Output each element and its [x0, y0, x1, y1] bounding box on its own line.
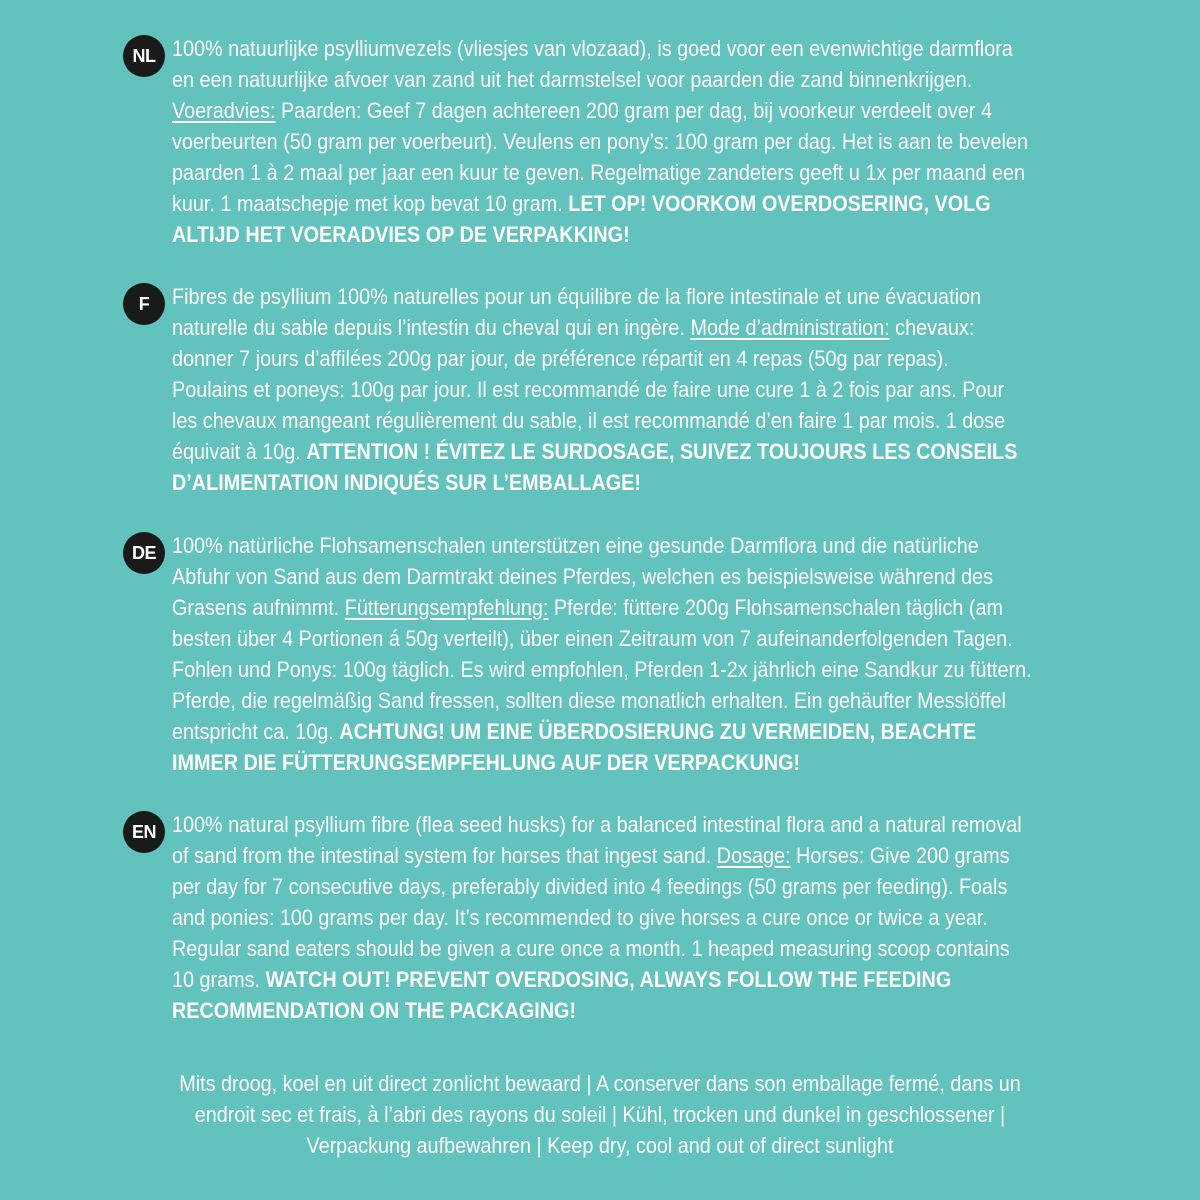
body-text: besten über 4 Portionen á 50g verteilt), über einen Zeitraum von 7 aufeinanderfolgenden Tagen.: [172, 626, 1013, 651]
section-text: [172, 809, 1092, 1026]
section-text: [172, 281, 1092, 498]
text-line: [172, 871, 1092, 902]
body-text: entspricht ca. 10g.: [172, 719, 340, 744]
text-line: [172, 64, 1092, 95]
text-line: [172, 405, 1092, 436]
body-text: en een natuurlijke afvoer van zand uit het darmstelsel voor paarden die zand binnenkrijgen.: [172, 67, 973, 92]
text-line: [172, 312, 1092, 343]
dosage-heading: Fütterungsempfehlung:: [344, 595, 549, 620]
text-line: [172, 436, 1092, 467]
body-text: Fohlen und Ponys: 100g täglich. Es wird empfohlen, Pferden 1-2x jährlich eine Sandkur zu füttern.: [172, 657, 1032, 682]
footer-line: endroit sec et frais, à l’abri des rayons du soleil | Kühl, trocken und dunkel in geschlossener |: [194, 1102, 1006, 1127]
text-line: [172, 685, 1092, 716]
body-text: équivait à 10g.: [172, 439, 307, 464]
language-code: EN: [131, 821, 156, 842]
footer-line: Verpackung aufbewahren | Keep dry, cool and out of direct sunlight: [306, 1133, 894, 1158]
text-line: [172, 188, 1092, 219]
warning-text: IMMER DIE FÜTTERUNGSEMPFEHLUNG AUF DER VERPACKUNG!: [172, 750, 801, 775]
body-text: per day for 7 consecutive days, preferably divided into 4 feedings (50 grams per feeding). Foals: [172, 874, 1008, 899]
text-line: [172, 654, 1092, 685]
body-text: 10 grams.: [172, 967, 266, 992]
body-text: donner 7 jours d’affilées 200g par jour, de préférence répartit en 4 repas (50g par repas).: [172, 346, 949, 371]
body-text: Poulains et poneys: 100g par jour. Il est recommandé de faire une cure 1 à 2 fois par ans. Pour: [172, 377, 1005, 402]
body-text: Fibres de psyllium 100% naturelles pour un équilibre de la flore intestinale et une évacuation: [172, 284, 981, 309]
language-code: F: [138, 293, 150, 314]
body-text: Regular sand eaters should be given a cure once a month. 1 heaped measuring scoop contains: [172, 936, 1010, 961]
language-badge-en: [123, 811, 165, 853]
dosage-heading: Mode d’administration:: [690, 315, 890, 340]
text-line: [172, 561, 1092, 592]
body-text: Abfuhr von Sand aus dem Darmtrakt deines Pferdes, welchen es beispielsweise während des: [172, 564, 994, 589]
text-line: [172, 95, 1092, 126]
text-line: [172, 157, 1092, 188]
section-text: [172, 530, 1092, 778]
body-text: les chevaux mangeant régulièrement du sable, il est recommandé d’en faire 1 par mois. 1 dose: [172, 408, 1006, 433]
text-line: [172, 747, 1092, 778]
language-code: DE: [131, 542, 156, 563]
text-line: [172, 467, 1092, 498]
warning-text: ATTENTION ! ÉVITEZ LE SURDOSAGE, SUIVEZ TOUJOURS LES CONSEILS: [306, 439, 1018, 464]
body-text: kuur. 1 maatschepje met kop bevat 10 gram.: [172, 191, 569, 216]
language-badge-fr: [123, 283, 165, 325]
text-line: [172, 809, 1092, 840]
text-line: [172, 902, 1092, 933]
text-line: [172, 592, 1092, 623]
warning-text: D’ALIMENTATION INDIQUÉS SUR L’EMBALLAGE!: [172, 470, 641, 495]
text-line: [172, 840, 1092, 871]
dosage-heading: Voeradvies:: [172, 98, 276, 123]
text-line: [172, 343, 1092, 374]
body-text: Paarden: Geef 7 dagen achtereen 200 gram per dag, bij voorkeur verdeelt over 4: [275, 98, 993, 123]
language-badge-nl: [123, 35, 165, 77]
warning-text: RECOMMENDATION ON THE PACKAGING!: [172, 998, 577, 1023]
language-code: NL: [132, 45, 156, 66]
warning-text: WATCH OUT! PREVENT OVERDOSING, ALWAYS FOLLOW THE FEEDING: [265, 967, 952, 992]
text-line: [172, 281, 1092, 312]
body-text: 100% natürliche Flohsamenschalen unterstützen eine gesunde Darmflora und die natürliche: [172, 533, 979, 558]
body-text: 100% natural psyllium fibre (flea seed husks) for a balanced intestinal flora and a natural removal: [172, 812, 1022, 837]
body-text: naturelle du sable depuis l’intestin du cheval qui en ingère.: [172, 315, 691, 340]
language-badge-de: [123, 532, 165, 574]
body-text: and ponies: 100 grams per day. It’s recommended to give horses a cure once or twice a year.: [172, 905, 988, 930]
warning-text: ALTIJD HET VOERADVIES OP DE VERPAKKING!: [172, 222, 630, 247]
warning-text: LET OP! VOORKOM OVERDOSERING, VOLG: [568, 191, 991, 216]
body-text: of sand from the intestinal system for horses that ingest sand.: [172, 843, 717, 868]
text-line: [172, 623, 1092, 654]
text-line: [172, 933, 1092, 964]
text-line: [172, 219, 1092, 250]
text-line: [172, 716, 1092, 747]
body-text: Horses: Give 200 grams: [790, 843, 1010, 868]
body-text: Pferde, die regelmäßig Sand fressen, sollten diese monatlich erhalten. Ein gehäufter Messlöffel: [172, 688, 1006, 713]
warning-text: ACHTUNG! UM EINE ÜBERDOSIERUNG ZU VERMEIDEN, BEACHTE: [339, 719, 977, 744]
body-text: Pferde: füttere 200g Flohsamenschalen täglich (am: [548, 595, 1003, 620]
text-line: [172, 995, 1092, 1026]
body-text: paarden 1 à 2 maal per jaar een kuur te geven. Regelmatige zandeters geeft u 1x per maand een: [172, 160, 1026, 185]
dosage-heading: Dosage:: [716, 843, 791, 868]
text-line: [172, 964, 1092, 995]
storage-footer: [0, 1068, 1200, 1161]
text-line: [172, 374, 1092, 405]
body-text: voerbeurten (50 gram per voerbeurt). Veulens en pony’s: 100 gram per dag. Het is aan te bevelen: [172, 129, 1028, 154]
footer-line: Mits droog, koel en uit direct zonlicht bewaard | A conserver dans son emballage fermé, dans un: [179, 1071, 1021, 1096]
text-line: [172, 126, 1092, 157]
section-text: [172, 33, 1092, 250]
body-text: chevaux:: [889, 315, 975, 340]
text-line: [172, 33, 1092, 64]
text-line: [172, 530, 1092, 561]
body-text: Grasens aufnimmt.: [172, 595, 345, 620]
body-text: 100% natuurlijke psylliumvezels (vliesjes van vlozaad), is goed voor een evenwichtige darmflora: [172, 36, 1013, 61]
